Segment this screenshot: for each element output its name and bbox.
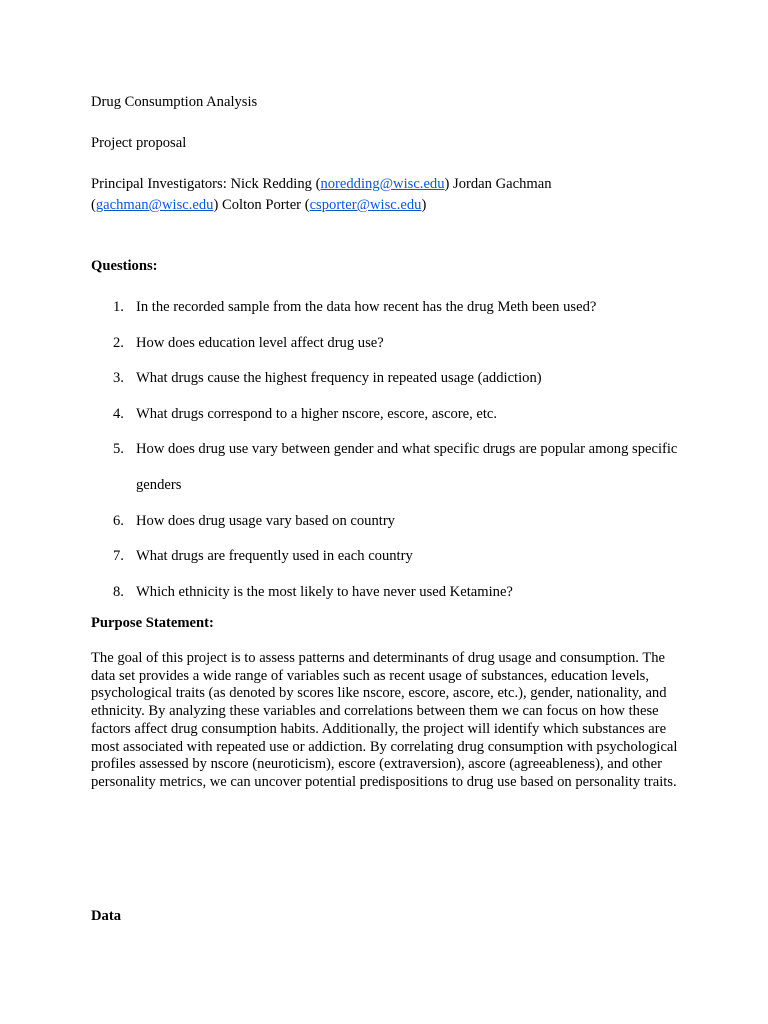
purpose-heading: Purpose Statement: — [91, 615, 214, 631]
list-item-number: 5. — [113, 441, 124, 458]
list-item-number: 1. — [113, 299, 124, 315]
list-item-text: What drugs are frequently used in each country — [136, 548, 413, 565]
list-item — [91, 397, 686, 433]
list-item-number: 6. — [113, 512, 124, 529]
data-heading: Data — [91, 908, 121, 924]
investigator-name-1: Nick Redding — [230, 176, 312, 192]
list-item-text: In the recorded sample from the data how recent has the drug Meth been used? — [136, 299, 597, 315]
questions-heading: Questions: — [91, 258, 158, 274]
investigators-line-1: Principal Investigators: Nick Redding (noredding@wisc.edu) Jordan Gachman — [91, 176, 552, 192]
list-item — [91, 432, 696, 503]
list-item-number: 4. — [113, 405, 124, 422]
purpose-paragraph: The goal of this project is to assess patterns and determinants of drug usage and consumption. The data set provides a wide range of variables such as recent usage of substances, education levels, psychological traits (as denoted by scores like nscore, escore, ascore, etc.), gender, nationality, and ethnicity. By analyzing these variables and correlations between them we can focus on how these factors affect drug consumption habits. Additionally, the project will identify which substances are most associated with repeated use or addiction. By correlating drug consumption with psychological profiles assessed by nscore (neuroticism), escore (extraversion), ascore (agreeableness), and other personality metrics, we can uncover potential predispositions to drug use based on personality traits. — [91, 650, 678, 790]
list-item — [91, 361, 686, 397]
list-item-text: What drugs correspond to a higher nscore, escore, ascore, etc. — [136, 405, 498, 422]
list-item-number: 3. — [113, 370, 124, 387]
list-item-number: 7. — [113, 548, 124, 565]
document-subtitle: Project proposal — [91, 135, 187, 151]
list-item-text: How does education level affect drug use? — [136, 334, 384, 351]
investigator-email-link-3[interactable]: csporter@wisc.edu — [309, 197, 422, 213]
list-item-text: What drugs cause the highest frequency in repeated usage (addiction) — [136, 370, 542, 387]
investigator-email-link-1[interactable]: noredding@wisc.edu — [320, 176, 445, 192]
investigators-line-2: (gachman@wisc.edu) Colton Porter (csporter@wisc.edu) — [91, 197, 427, 213]
questions-list — [91, 290, 686, 610]
list-item — [91, 575, 686, 611]
investigator-name-2: Jordan Gachman — [453, 176, 552, 192]
list-item-number: 8. — [113, 583, 124, 600]
investigator-email-link-2[interactable]: gachman@wisc.edu — [95, 197, 214, 213]
list-item-text: How does drug usage vary based on country — [136, 512, 395, 529]
investigator-name-3: Colton Porter — [221, 197, 302, 213]
list-item — [91, 326, 686, 362]
list-item — [91, 539, 686, 575]
investigators-label: Principal Investigators: — [91, 176, 231, 192]
list-item-text: Which ethnicity is the most likely to have never used Ketamine? — [136, 583, 513, 600]
list-item — [91, 290, 686, 326]
list-item — [91, 504, 686, 540]
list-item-number: 2. — [113, 334, 124, 351]
document-title: Drug Consumption Analysis — [91, 94, 258, 110]
list-item-text: How does drug use vary between gender and what specific drugs are popular among specific genders — [136, 441, 678, 493]
